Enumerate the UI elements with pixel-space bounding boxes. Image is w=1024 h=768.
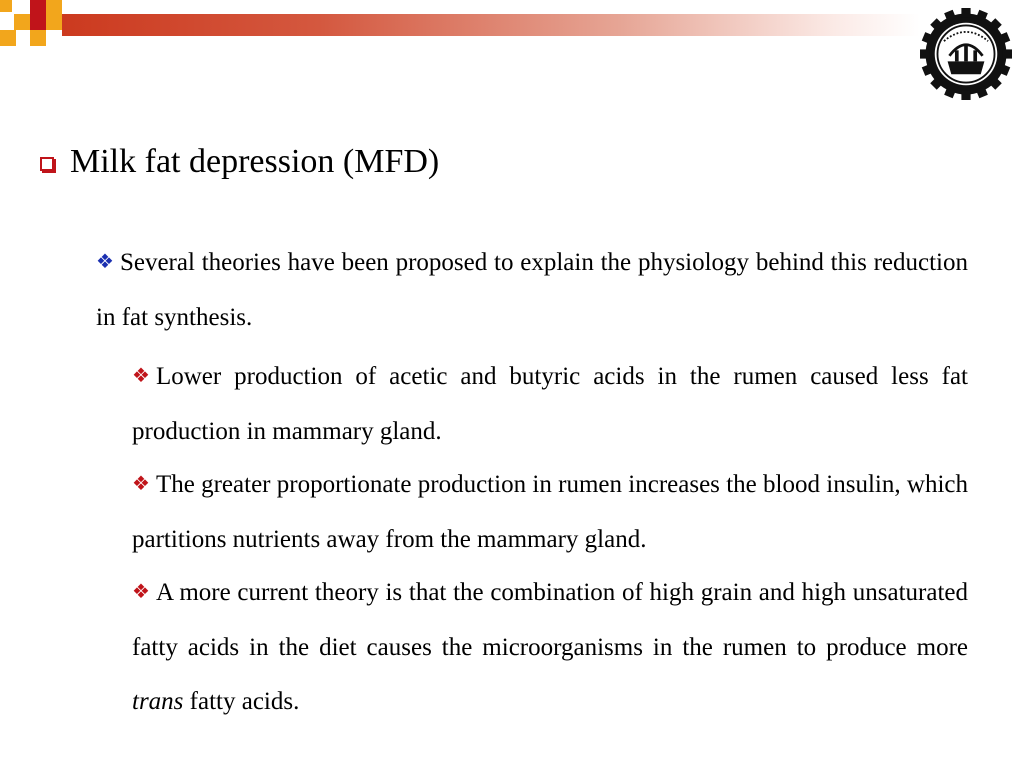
square-bullet-icon <box>40 157 54 171</box>
deco-square <box>30 30 46 46</box>
diamond-bullet-icon: ❖ <box>96 251 114 273</box>
gradient-bar <box>62 14 920 36</box>
deco-square <box>46 0 62 14</box>
deco-square <box>46 14 62 30</box>
bullet-level2-item <box>132 566 968 729</box>
gear-logo-icon <box>920 8 1012 100</box>
diamond-bullet-icon: ❖ <box>132 365 150 387</box>
title-row <box>40 140 439 184</box>
bullet-level1 <box>96 236 968 345</box>
bullet-text-italic: trans <box>132 688 184 715</box>
bullet-level2-item <box>132 458 968 567</box>
bullet-text: A more current theory is that the combination of high grain and high unsaturated fatty acids in the diet causes the microorganisms in the rumen to produce more <box>132 579 968 661</box>
diamond-bullet-icon: ❖ <box>132 473 150 495</box>
bullet-text: Lower production of acetic and butyric acids in the rumen caused less fat production in mammary gland. <box>132 363 968 445</box>
bullet-text: fatty acids. <box>183 688 300 715</box>
university-logo <box>920 8 1012 100</box>
bullet-text: Several theories have been proposed to explain the physiology behind this reduction in fat synthesis. <box>96 249 968 331</box>
deco-square <box>30 14 46 30</box>
bullet-level2-item <box>132 350 968 459</box>
deco-square <box>0 0 12 12</box>
diamond-bullet-icon: ❖ <box>132 581 150 603</box>
deco-square <box>14 14 30 30</box>
slide-title: Milk fat depression (MFD) <box>70 143 440 180</box>
deco-square <box>30 0 46 14</box>
bullet-text: The greater proportionate production in rumen increases the blood insulin, which partitions nutrients away from the mammary gland. <box>132 471 968 553</box>
deco-square <box>0 30 16 46</box>
